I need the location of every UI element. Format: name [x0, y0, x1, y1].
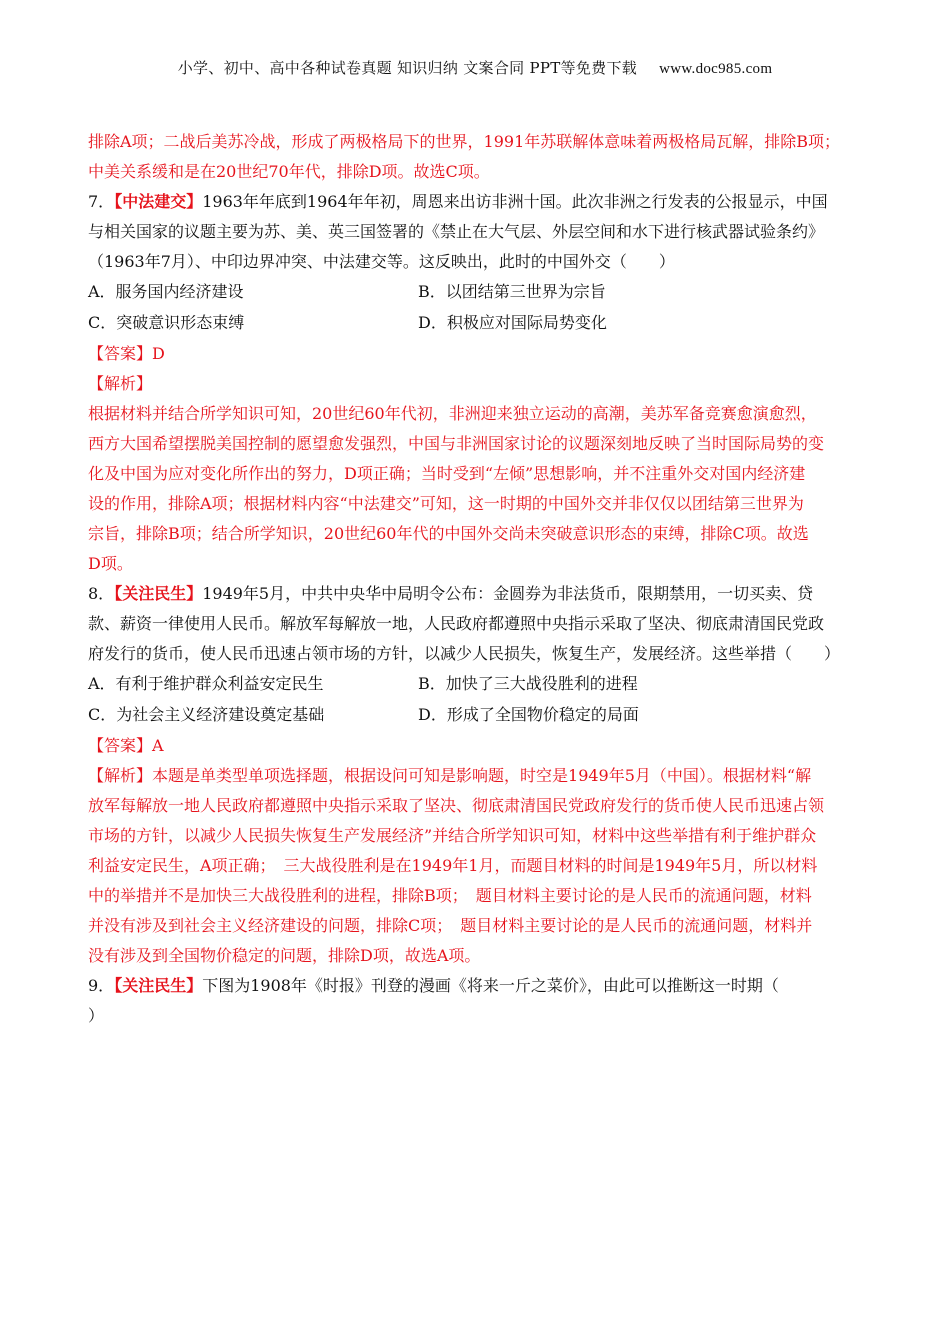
- q7-stem-line: （1963年7月）、中印边界冲突、中法建交等。这反映出，此时的中国外交（ ）: [88, 252, 675, 271]
- q7-analysis-line: 西方大国希望摆脱美国控制的愿望愈发强烈，中国与非洲国家讨论的议题深刻地反映了当时国际局势的变: [88, 434, 825, 453]
- q8-analysis-line: 并没有涉及到社会主义经济建设的问题，排除C项； 题目材料主要讨论的是人民币的流通问题，材料并: [88, 916, 813, 935]
- q8-options-row: [88, 669, 878, 700]
- header-text: 小学、初中、高中各种试卷真题 知识归纳 文案合同 PPT等免费下载: [177, 59, 638, 77]
- q8-number: 8．: [88, 584, 115, 603]
- q8-option-d: D．形成了全国物价稳定的局面: [418, 705, 639, 724]
- q9-stem-line: ）: [88, 1006, 105, 1025]
- q7-stem-line: 与相关国家的议题主要为苏、美、英三国签署的《禁止在大气层、外层空间和水下进行核武器试验条约》: [88, 222, 825, 241]
- q8-analysis-line: 利益安定民生，A项正确； 三大战役胜利是在1949年1月，而题目材料的时间是1949年5月，所以材料: [88, 856, 818, 875]
- q8-analysis-label: 【解析】: [88, 766, 153, 785]
- q8-analysis-line: 市场的方针，以减少人民损失恢复生产发展经济”并结合所学知识可知，材料中这些举措有利于维护群众: [88, 826, 817, 845]
- q8-analysis-text: 本题是单类型单项选择题，根据设问可知是影响题，时空是1949年5月（中国）。根据材料“解: [152, 766, 812, 785]
- q9-tag: 【关注民生】: [114, 976, 203, 995]
- q7-analysis-line: 根据材料并结合所学知识可知，20世纪60年代初，非洲迎来独立运动的高潮，美苏军备竞赛愈演愈烈，: [88, 404, 817, 423]
- q7-options-row: [88, 277, 878, 308]
- q7-analysis-line: 化及中国为应对变化所作出的努力，D项正确；当时受到“左倾”思想影响，并不注重外交对国内经济建: [88, 464, 806, 483]
- q7-answer-value: D: [152, 344, 165, 363]
- q8-answer-label: 【答案】: [88, 736, 153, 755]
- q7-option-c: C．突破意识形态束缚: [88, 313, 245, 332]
- q8-tag: 【关注民生】: [114, 584, 203, 603]
- q7-number: 7．: [88, 192, 115, 211]
- q6-analysis-line: 中美关系缓和是在20世纪70年代，排除D项。故选C项。: [88, 162, 490, 181]
- q8-stem-line: [88, 579, 878, 609]
- q8-analysis-line: 放军每解放一地人民政府都遵照中央指示采取了坚决、彻底肃清国民党政府发行的货币使人民币迅速占领: [88, 796, 825, 815]
- q8-analysis-line: [88, 761, 878, 791]
- q7-options-row: [88, 308, 878, 339]
- q7-stem-line: [88, 187, 878, 217]
- q8-options-row: [88, 700, 878, 731]
- q8-stem-line: 府发行的货币，使人民币迅速占领市场的方针，以减少人民损失，恢复生产，发展经济。这些举措（ ）: [88, 644, 841, 663]
- q7-analysis-line: 宗旨，排除B项；结合所学知识，20世纪60年代的中国外交尚未突破意识形态的束缚，排除C项。故选: [88, 524, 809, 543]
- q8-option-c: C．为社会主义经济建设奠定基础: [88, 705, 325, 724]
- q8-stem-text: 1949年5月，中共中央华中局明令公布：金圆券为非法货币，限期禁用，一切买卖、贷: [202, 584, 814, 603]
- q8-option-a: A．有利于维护群众利益安定民生: [88, 674, 324, 693]
- document-body: [88, 127, 878, 1031]
- q6-analysis-line: 排除A项；二战后美苏冷战，形成了两极格局下的世界，1991年苏联解体意味着两极格局瓦解，排除B项；: [88, 132, 841, 151]
- page-header: [0, 57, 950, 78]
- q8-option-b: B．加快了三大战役胜利的进程: [418, 674, 638, 693]
- q7-answer: [88, 339, 878, 369]
- q7-tag: 【中法建交】: [114, 192, 203, 211]
- q7-option-d: D．积极应对国际局势变化: [418, 313, 607, 332]
- q9-stem-text: 下图为1908年《时报》刊登的漫画《将来一斤之菜价》，由此可以推断这一时期（: [202, 976, 779, 995]
- q8-analysis-line: 没有涉及到全国物价稳定的问题，排除D项，故选A项。: [88, 946, 481, 965]
- q7-stem-text: 1963年年底到1964年年初，周恩来出访非洲十国。此次非洲之行发表的公报显示，中国: [202, 192, 828, 211]
- q7-analysis-line: 设的作用，排除A项；根据材料内容“中法建交”可知，这一时期的中国外交并非仅仅以团结第三世界为: [88, 494, 804, 513]
- q7-option-b: B．以团结第三世界为宗旨: [418, 282, 606, 301]
- q7-analysis-line: D项。: [88, 554, 133, 573]
- q8-answer-value: A: [152, 736, 164, 755]
- q9-stem-line: [88, 971, 878, 1001]
- q8-answer: [88, 731, 878, 761]
- q9-number: 9．: [88, 976, 115, 995]
- q8-stem-line: 款、薪资一律使用人民币。解放军每解放一地，人民政府都遵照中央指示采取了坚决、彻底肃清国民党政: [88, 614, 825, 633]
- q8-analysis-line: 中的举措并不是加快三大战役胜利的进程，排除B项； 题目材料主要讨论的是人民币的流通问题，材料: [88, 886, 812, 905]
- q7-answer-label: 【答案】: [88, 344, 153, 363]
- header-url[interactable]: www.doc985.com: [659, 61, 773, 77]
- q7-option-a: A．服务国内经济建设: [88, 282, 244, 301]
- q7-analysis-label: 【解析】: [88, 374, 153, 393]
